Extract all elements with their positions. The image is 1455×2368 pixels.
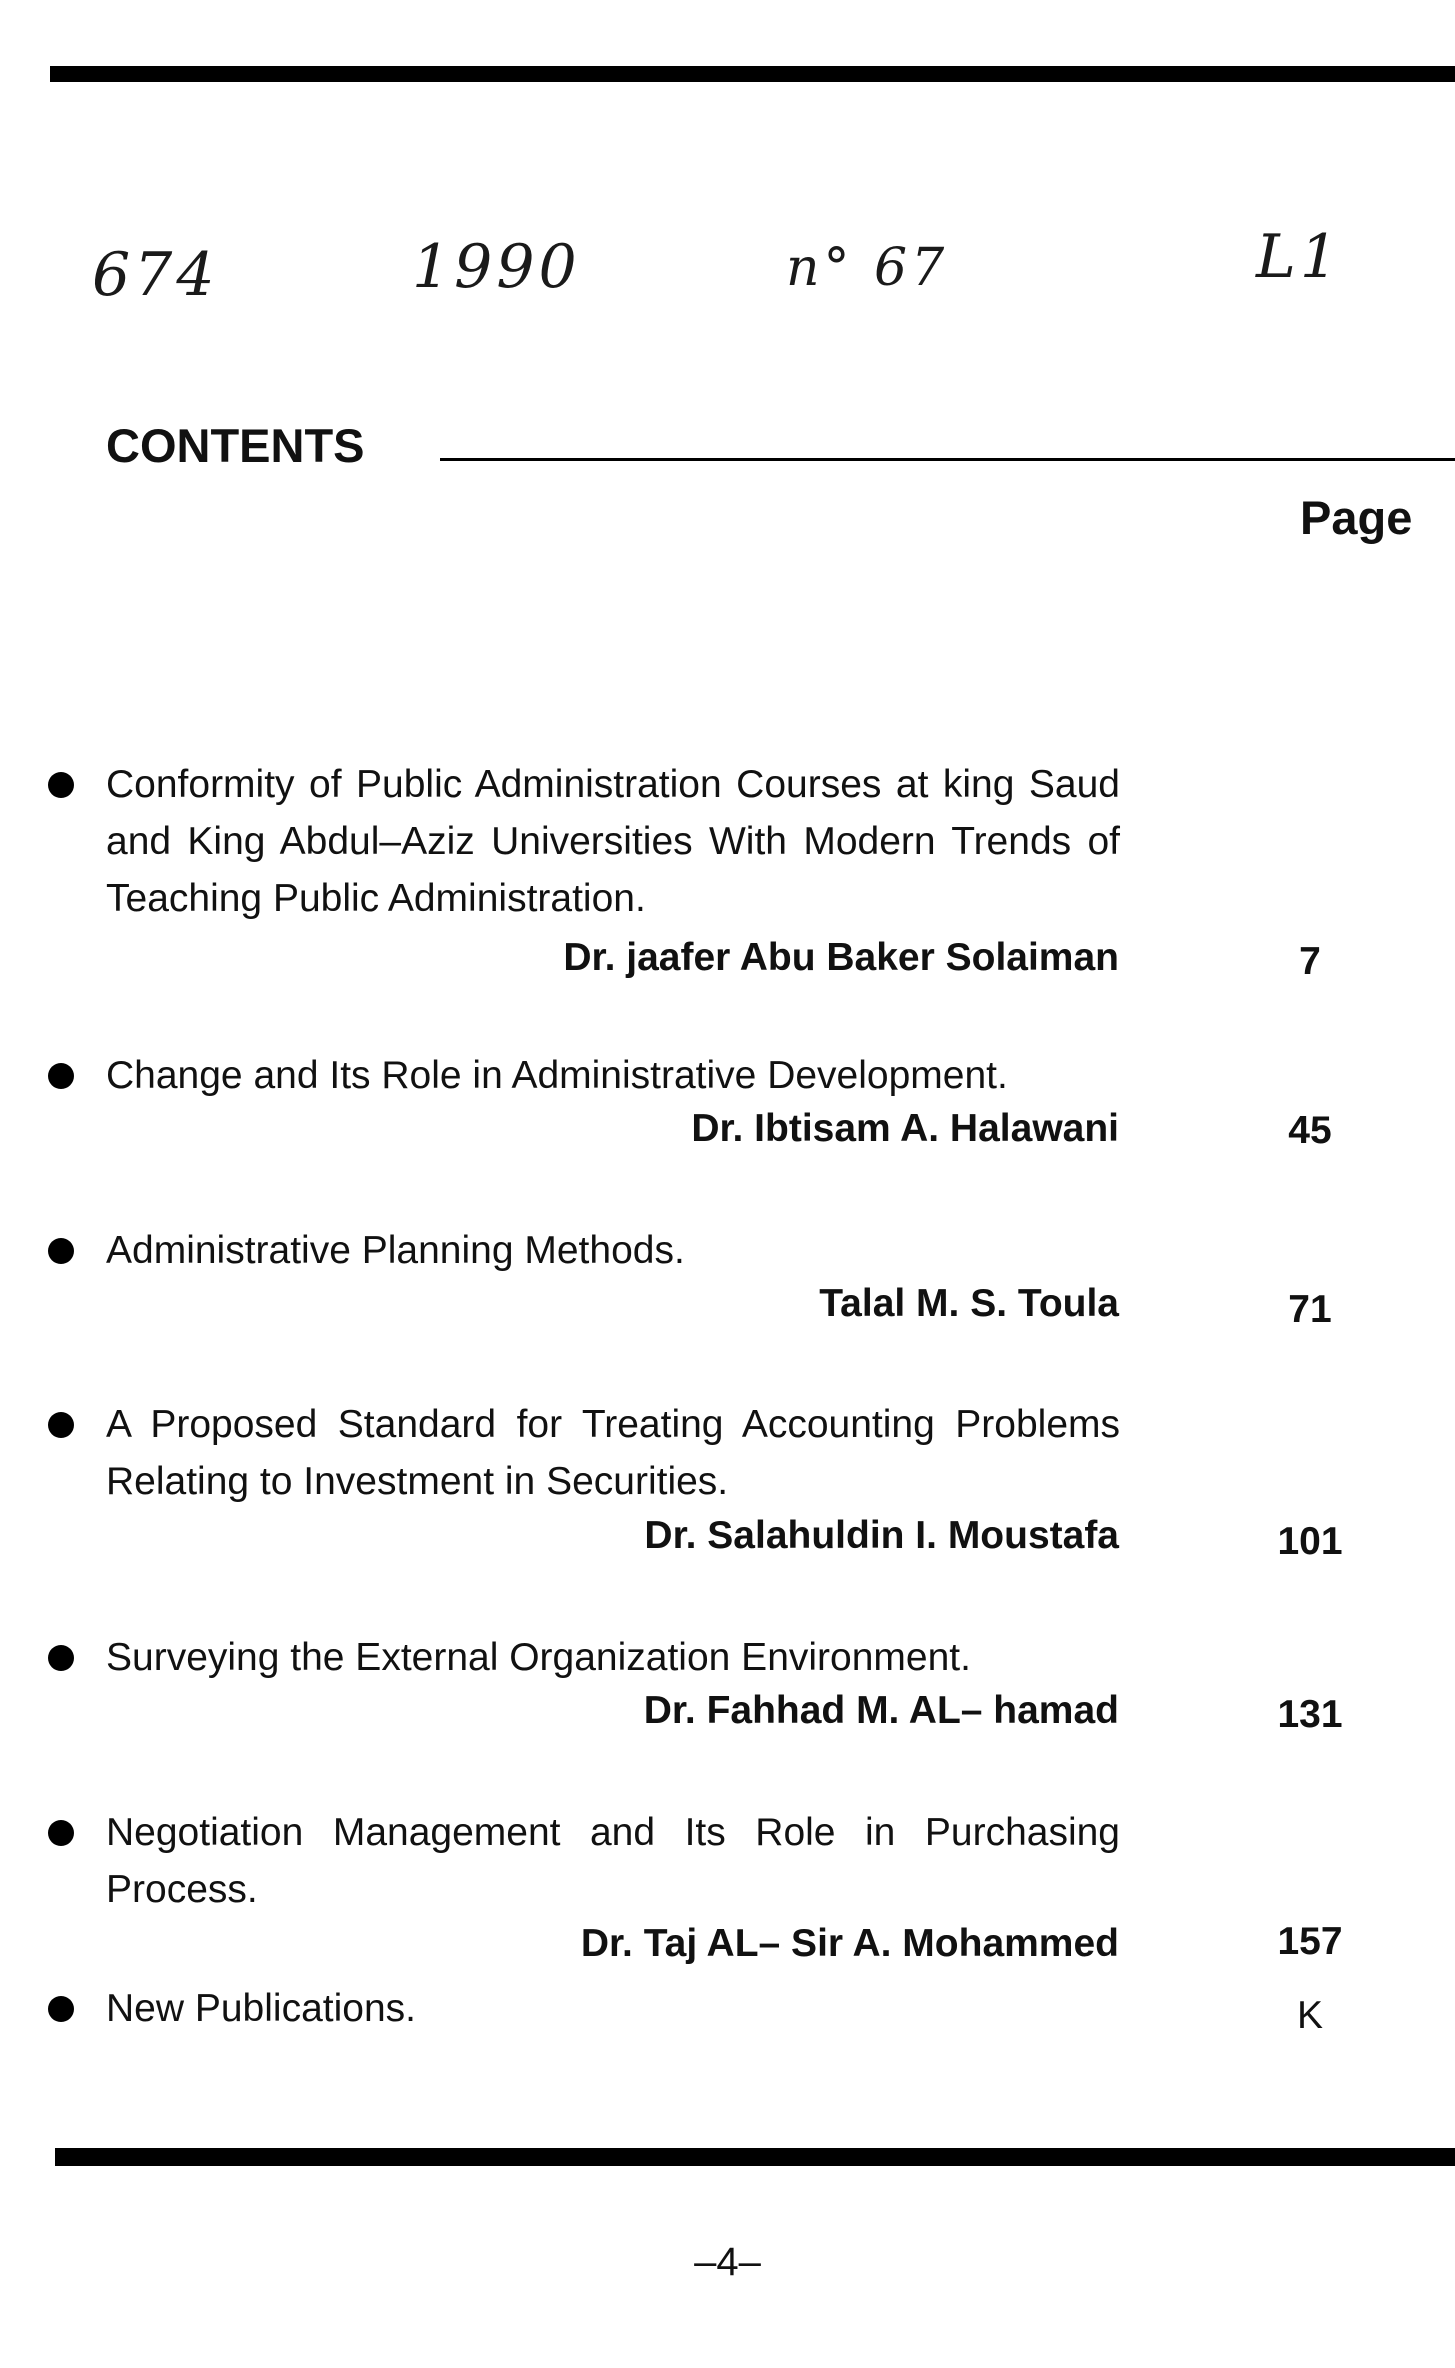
entry-page-number: 157: [1277, 1920, 1343, 1963]
handwritten-note: 674: [92, 240, 219, 310]
entry-author: Dr. Fahhad M. AL– hamad: [643, 1689, 1119, 1732]
page-column-label: Page: [1300, 491, 1413, 544]
bullet-icon: [48, 1820, 74, 1846]
handwritten-note: 1990: [412, 232, 581, 302]
bullet-icon: [48, 1996, 74, 2022]
contents-heading: CONTENTS: [106, 419, 365, 472]
bullet-icon: [48, 1645, 74, 1671]
entry-author: Talal M. S. Toula: [819, 1282, 1119, 1325]
entry-title: Change and Its Role in Administrative Development.: [106, 1054, 1008, 1097]
bullet-icon: [48, 1063, 74, 1089]
bottom-rule: [55, 2148, 1455, 2166]
entry-author: Dr. Salahuldin I. Moustafa: [644, 1514, 1119, 1557]
heading-rule: [440, 458, 1455, 461]
entry-title: New Publications.: [106, 1987, 416, 2030]
entry-page-number: 101: [1277, 1520, 1343, 1563]
entry-title: Administrative Planning Methods.: [106, 1229, 685, 1272]
top-rule: [50, 66, 1455, 82]
entry-page-number: 7: [1299, 940, 1321, 983]
entry-page-number: 71: [1288, 1288, 1332, 1331]
entry-title: Conformity of Public Administration Courses at king Saud and King Abdul–Aziz Universities With Modern Trends of Teaching Public Administration.: [106, 763, 1120, 920]
entry-author: Dr. jaafer Abu Baker Solaiman: [563, 936, 1119, 979]
entry-title: A Proposed Standard for Treating Accounting Problems Relating to Investment in Securities.: [106, 1403, 1120, 1503]
entry-author: Dr. Taj AL– Sir A. Mohammed: [580, 1922, 1119, 1965]
entry-page-number: 45: [1288, 1109, 1332, 1152]
handwritten-note: L1: [1256, 222, 1343, 292]
handwritten-note: n° 67: [786, 238, 949, 298]
bullet-icon: [48, 772, 74, 798]
bullet-icon: [48, 1238, 74, 1264]
page-folio: –4–: [694, 2240, 761, 2284]
entry-author: Dr. Ibtisam A. Halawani: [691, 1107, 1119, 1150]
entry-title: Negotiation Management and Its Role in Purchasing Process.: [106, 1811, 1120, 1911]
entry-page-number: K: [1296, 1994, 1323, 2037]
entry-page-number: 131: [1277, 1693, 1343, 1736]
bullet-icon: [48, 1412, 74, 1438]
entry-title: Surveying the External Organization Environment.: [106, 1636, 971, 1679]
